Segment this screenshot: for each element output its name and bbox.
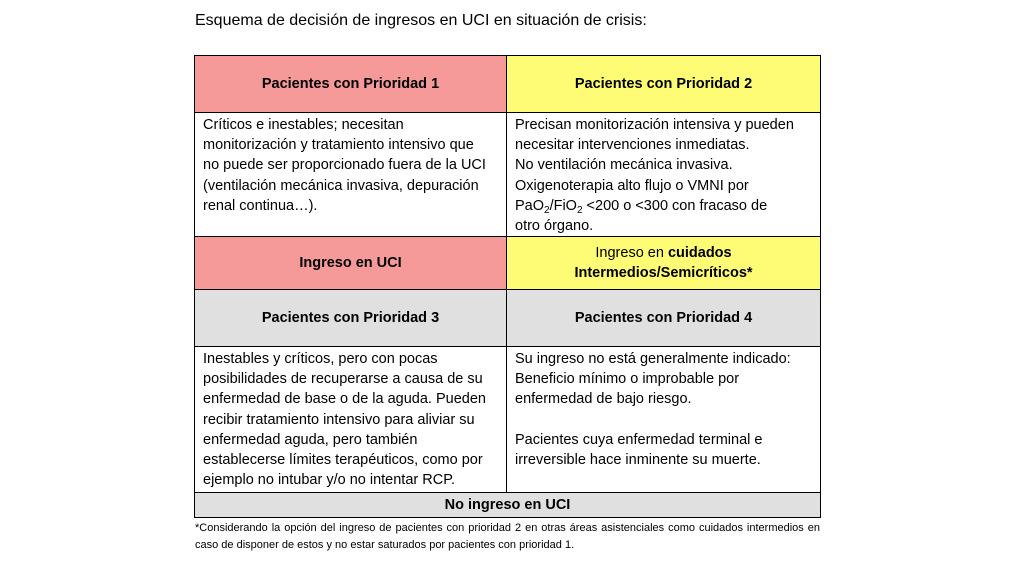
priority-2-line-formula [515, 196, 812, 216]
priority-4-header: Pacientes con Prioridad 4 [507, 290, 821, 347]
priority-3-description: Inestables y críticos, pero con pocas posibilidades de recuperarse a causa de su enfermedad de base o de la aguda. Pueden recibir tratamiento intensivo para aliviar su enfermedad aguda, pero también establecerse límites terapéuticos, como por ejemplo no intubar y/o no intentar RCP. [195, 347, 507, 493]
priority-1-decision: Ingreso en UCI [195, 237, 507, 290]
priority-2-line: No ventilación mecánica invasiva. [515, 157, 733, 174]
priority-2-line: Precisan monitorización intensiva y pueden [515, 117, 794, 133]
priority-3-4-header-row [195, 290, 821, 347]
priority-1-2-body-row [195, 113, 821, 237]
fio2-subscript: 2 [576, 204, 583, 216]
footnote: *Considerando la opción del ingreso de pacientes con prioridad 2 en otras áreas asistenciales como cuidados intermedios en caso de disponer de estos y no estar saturados por pacientes con prioridad 1. [195, 522, 820, 551]
priority-3-4-body-row [195, 347, 821, 493]
priority-3-header: Pacientes con Prioridad 3 [195, 290, 507, 347]
priority-2-line: necesitar intervenciones inmediatas. [515, 137, 750, 154]
decision-prefix: Ingreso en [595, 244, 668, 261]
priority-2-decision-line2: Intermedios/Semicríticos* [574, 265, 753, 281]
priority-1-2-decision-row [195, 237, 821, 290]
priority-2-line: otro órgano. [515, 218, 594, 235]
priority-1-description: Críticos e inestables; necesitan monitorización y tratamiento intensivo que no puede ser proporcionado fuera de la UCI (ventilación mecánica invasiva, depuración renal continua…). [195, 113, 507, 237]
decision-bold: cuidados [667, 244, 732, 261]
pao2-text: PaO [515, 197, 545, 214]
fio2-text: /FiO [549, 197, 577, 214]
no-admission-row [195, 493, 821, 518]
priority-4-description: Su ingreso no está generalmente indicado: Beneficio mínimo o improbable por enfermedad de bajo riesgo. Pacientes cuya enfermedad terminal e irreversible hace inminente su muerte. [507, 347, 821, 493]
priority-2-header: Pacientes con Prioridad 2 [507, 56, 821, 113]
priority-2-decision-line1 [595, 243, 731, 263]
priority-1-2-header-row [195, 56, 821, 113]
threshold-text: <200 o <300 con fracaso de [582, 197, 768, 214]
priority-2-description [507, 113, 821, 237]
decision-table [194, 55, 821, 518]
pao2-subscript: 2 [544, 204, 550, 216]
no-admission-decision: No ingreso en UCI [195, 493, 821, 518]
priority-2-decision [507, 237, 821, 290]
page-title: Esquema de decisión de ingresos en UCI en situación de crisis: [195, 12, 647, 29]
priority-1-header: Pacientes con Prioridad 1 [195, 56, 507, 113]
priority-2-line: Oxigenoterapia alto flujo o VMNI por [515, 177, 749, 194]
